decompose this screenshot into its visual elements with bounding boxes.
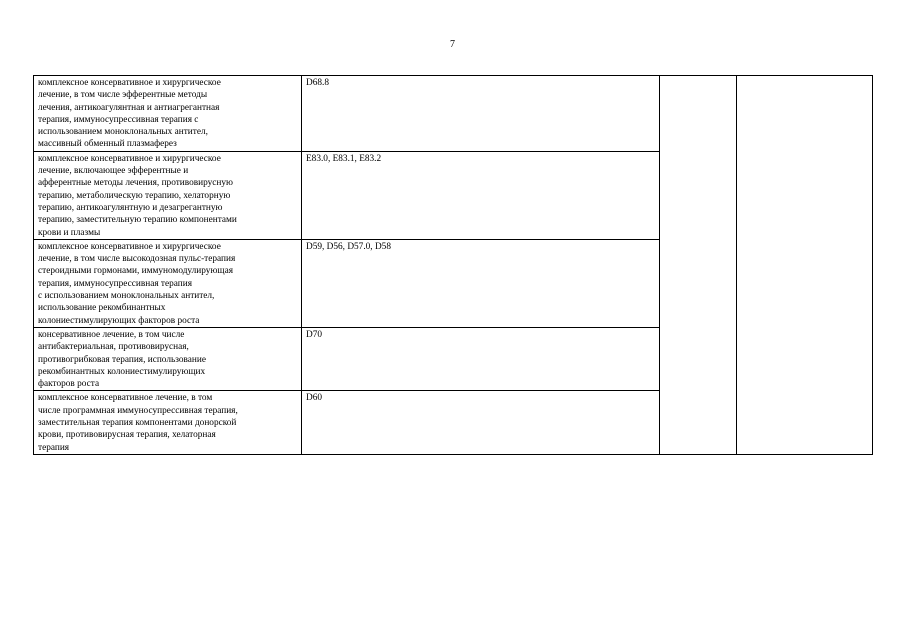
treatment-description-cell (34, 76, 302, 152)
treatment-line: лечения, антикоагулянтная и антиагрегантная (38, 102, 220, 113)
treatment-line: использованием моноклональных антител, (38, 127, 208, 138)
treatment-line: заместительная терапия компонентами донорской (38, 418, 237, 429)
treatment-line: терапия, иммуносупрессивная терапия с (38, 114, 199, 125)
treatment-description-cell (34, 239, 302, 327)
treatment-line: противогрибковая терапия, использование (38, 354, 206, 365)
diagnosis-code-cell: E83.0, E83.1, E83.2 (302, 151, 660, 239)
diagnosis-code-cell: D59, D56, D57.0, D58 (302, 239, 660, 327)
treatment-line: комплексное консервативное и хирургическое (38, 78, 221, 88)
treatment-description-cell (34, 391, 302, 454)
treatment-line: комплексное консервативное лечение, в том (38, 393, 213, 404)
diagnosis-code-cell: D70 (302, 327, 660, 390)
treatment-line: колониестимулирующих факторов роста (38, 315, 200, 326)
treatment-line: массивный обменный плазмаферез (38, 139, 177, 150)
treatment-line: с использованием моноклональных антител, (38, 291, 215, 302)
diagnosis-code-cell: D60 (302, 391, 660, 454)
treatment-line: стероидными гормонами, иммуномодулирующая (38, 266, 233, 277)
treatment-line: крови, противовирусная терапия, хелаторная (38, 430, 216, 441)
treatment-line: терапия (38, 442, 70, 453)
treatment-line: афферентные методы лечения, противовирусную (38, 178, 233, 189)
treatment-line: комплексное консервативное и хирургическое (38, 153, 221, 164)
treatment-line: факторов роста (38, 379, 100, 390)
treatment-line: крови и плазмы (38, 227, 101, 238)
treatment-line: лечение, в том числе эфферентные методы (38, 90, 208, 101)
treatment-line: терапия, иммуносупрессивная терапия (38, 278, 192, 289)
treatment-line: лечение, в том числе высокодозная пульс-терапия (38, 254, 236, 265)
treatment-line: рекомбинантных колониестимулирующих (38, 366, 206, 377)
treatment-line: числе программная иммуносупрессивная терапия, (38, 405, 238, 416)
empty-column-cell (660, 76, 737, 455)
treatment-line: терапию, антикоагулянтную и дезагрегантную (38, 202, 223, 213)
treatment-line: терапию, метаболическую терапию, хелаторную (38, 190, 231, 201)
treatment-table (33, 75, 873, 455)
treatment-line: терапию, заместительную терапию компонентами (38, 215, 237, 226)
empty-column-cell (737, 76, 873, 455)
treatment-line: использование рекомбинантных (38, 303, 166, 314)
treatment-line: комплексное консервативное и хирургическое (38, 241, 221, 252)
page-number: 7 (450, 39, 455, 50)
treatment-line: антибактериальная, противовирусная, (38, 342, 189, 353)
treatment-line: лечение, включающее эфферентные и (38, 166, 189, 177)
treatment-description-cell (34, 327, 302, 390)
table-row (34, 76, 873, 152)
treatment-line: консервативное лечение, в том числе (38, 329, 185, 340)
treatment-description-cell (34, 151, 302, 239)
diagnosis-code-cell: D68.8 (302, 76, 660, 152)
